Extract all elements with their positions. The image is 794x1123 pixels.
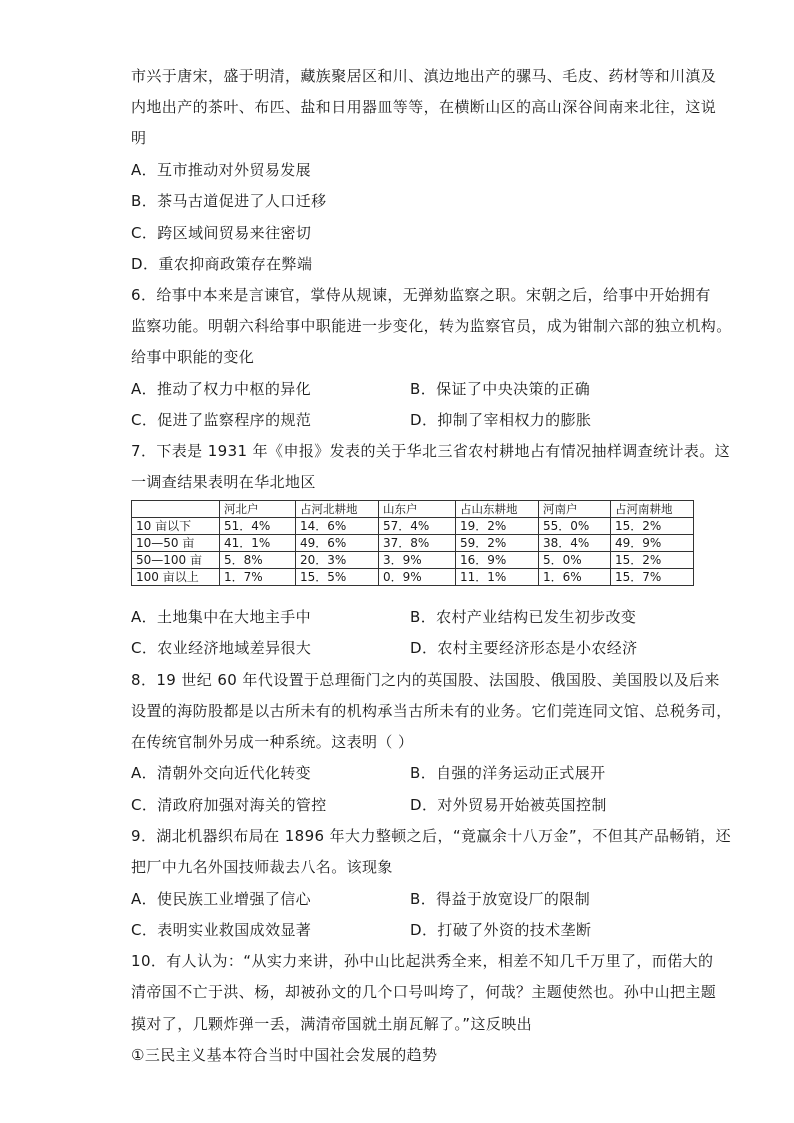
q5-option-b: B．茶马古道促进了人口迁移	[131, 192, 327, 210]
table-cell: 15．7%	[611, 569, 694, 586]
q8-option-a: A．清朝外交向近代化转变	[131, 764, 312, 782]
q7-stem-line-2: 一调查结果表明在华北地区	[131, 473, 316, 491]
table-header-cell: 河南户	[539, 501, 611, 518]
table-cell: 15．2%	[611, 518, 694, 535]
q5-option-c: C．跨区域间贸易来往密切	[131, 224, 312, 242]
q6-option-b: B．保证了中央决策的正确	[410, 380, 591, 398]
q10-stem-line-2: 清帝国不亡于洪、杨，却被孙文的几个口号叫垮了，何哉？主题使然也。孙中山把主题	[131, 983, 717, 1001]
table-cell: 1．6%	[539, 569, 611, 586]
q5-stem-line-2: 内地出产的茶叶、布匹、盐和日用器皿等等，在横断山区的高山深谷间南来北往，这说	[131, 98, 717, 116]
q7-option-d: D．农村主要经济形态是小农经济	[410, 639, 638, 657]
table-header-row	[132, 501, 694, 518]
q10-statement-1: ①三民主义基本符合当时中国社会发展的趋势	[131, 1046, 438, 1064]
q9-options-row-1	[131, 889, 691, 909]
q9-stem-line-1: 9．湖北机器织布局在 1896 年大力整顿之后，“竟赢余十八万金”，不但其产品畅销，还	[131, 827, 731, 845]
q6-stem-line-2: 监察功能。明朝六科给事中职能进一步变化，转为监察官员，成为钳制六部的独立机构。	[131, 317, 732, 335]
table-cell: 0．9%	[379, 569, 456, 586]
q8-stem-line-1: 8．19 世纪 60 年代设置于总理衙门之内的英国股、法国股、俄国股、美国股以及后来	[131, 671, 720, 689]
q5-option-d: D．重农抑商政策存在弊端	[131, 255, 313, 273]
q6-option-a: A．推动了权力中枢的异化	[131, 380, 312, 398]
q6-options-row-1	[131, 379, 691, 399]
table-cell: 49．6%	[296, 535, 379, 552]
table-cell: 16．9%	[456, 552, 539, 569]
q7-options-row-2	[131, 638, 691, 658]
q7-option-a: A．土地集中在大地主手中	[131, 608, 312, 626]
land-survey-table	[131, 500, 694, 586]
q9-option-d: D．打破了外资的技术垄断	[410, 921, 592, 939]
table-cell: 19．2%	[456, 518, 539, 535]
table-header-cell: 山东户	[379, 501, 456, 518]
q7-options-row-1	[131, 607, 691, 627]
table-cell: 5．8%	[220, 552, 296, 569]
q5-stem-line-3: 明	[131, 129, 147, 147]
q7-option-c: C．农业经济地域差异很大	[131, 639, 312, 657]
q8-option-b: B．自强的洋务运动正式展开	[410, 764, 606, 782]
table-cell: 14．6%	[296, 518, 379, 535]
q7-stem-line-1: 7．下表是 1931 年《申报》发表的关于华北三省农村耕地占有情况抽样调查统计表。这	[131, 442, 731, 460]
table-header-cell: 占河南耕地	[611, 501, 694, 518]
table-cell: 55．0%	[539, 518, 611, 535]
q9-option-a: A．使民族工业增强了信心	[131, 890, 312, 908]
q8-options-row-2	[131, 795, 691, 815]
table-header-cell: 占河北耕地	[296, 501, 379, 518]
q10-stem-line-3: 摸对了，几颗炸弹一丢，满清帝国就土崩瓦解了。”这反映出	[131, 1015, 533, 1033]
table-cell: 38．4%	[539, 535, 611, 552]
q5-stem-line-1: 市兴于唐宋，盛于明清，藏族聚居区和川、滇边地出产的骡马、毛皮、药材等和川滇及	[131, 67, 717, 85]
q8-option-d: D．对外贸易开始被英国控制	[410, 796, 607, 814]
table-cell: 20．3%	[296, 552, 379, 569]
q8-stem-line-2: 设置的海防股都是以古所未有的机构承当古所未有的业务。它们莞连同文馆、总税务司，	[131, 702, 732, 720]
table-cell: 100 亩以上	[132, 569, 220, 586]
table-cell: 11．1%	[456, 569, 539, 586]
table-header-cell: 河北户	[220, 501, 296, 518]
q6-option-c: C．促进了监察程序的规范	[131, 411, 312, 429]
table-cell: 57．4%	[379, 518, 456, 535]
table-header-cell: 占山东耕地	[456, 501, 539, 518]
table-row	[132, 535, 694, 552]
q8-stem-line-3: 在传统官制外另成一种系统。这表明（ ）	[131, 733, 414, 751]
table-cell: 15．5%	[296, 569, 379, 586]
q10-stem-line-1: 10．有人认为：“从实力来讲，孙中山比起洪秀全来，相差不知几千万里了，而偌大的	[131, 952, 714, 970]
table-cell: 37．8%	[379, 535, 456, 552]
q6-stem-line-1: 6．给事中本来是言谏官，掌侍从规谏，无弹劾监察之职。宋朝之后，给事中开始拥有	[131, 286, 711, 304]
q9-option-b: B．得益于放宽设厂的限制	[410, 890, 591, 908]
table-cell: 15．2%	[611, 552, 694, 569]
q8-option-c: C．清政府加强对海关的管控	[131, 796, 327, 814]
table-cell: 51．4%	[220, 518, 296, 535]
table-cell: 10—50 亩	[132, 535, 220, 552]
table-row	[132, 518, 694, 535]
q9-option-c: C．表明实业救国成效显著	[131, 921, 312, 939]
q6-options-row-2	[131, 410, 691, 430]
q7-option-b: B．农村产业结构已发生初步改变	[410, 608, 637, 626]
table-cell: 59．2%	[456, 535, 539, 552]
q9-options-row-2	[131, 920, 691, 940]
q9-stem-line-2: 把厂中九名外国技师裁去八名。该现象	[131, 858, 393, 876]
table-cell: 41．1%	[220, 535, 296, 552]
table-header-cell	[132, 501, 220, 518]
table-cell: 1．7%	[220, 569, 296, 586]
table-cell: 50—100 亩	[132, 552, 220, 569]
table-row	[132, 569, 694, 586]
q5-option-a: A．互市推动对外贸易发展	[131, 161, 312, 179]
q6-option-d: D．抑制了宰相权力的膨胀	[410, 411, 592, 429]
table-cell: 49．9%	[611, 535, 694, 552]
q8-options-row-1	[131, 763, 691, 783]
table-cell: 3．9%	[379, 552, 456, 569]
table-cell: 10 亩以下	[132, 518, 220, 535]
table-cell: 5．0%	[539, 552, 611, 569]
table-row	[132, 552, 694, 569]
q6-stem-line-3: 给事中职能的变化	[131, 348, 255, 366]
